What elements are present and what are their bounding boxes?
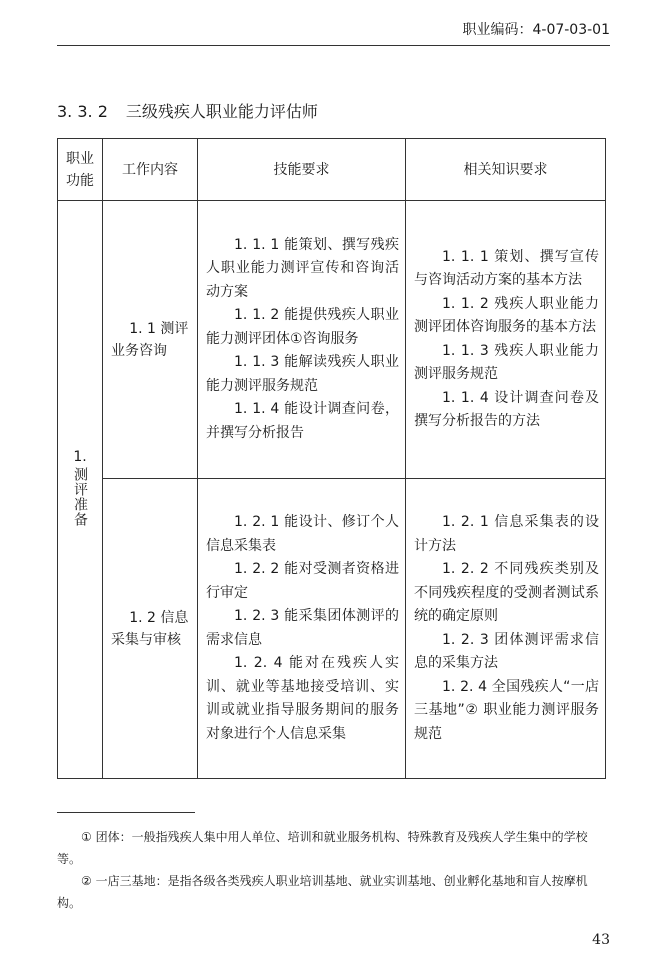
- section-title: 三级残疾人职业能力评估师: [125, 102, 318, 121]
- function-name: 测评准备: [72, 466, 88, 527]
- knowledge-item: 1. 1. 4 设计调查问卷及撰写分析报告的方法: [414, 389, 599, 429]
- skill-item: 1. 2. 2 能对受测者资格进行审定: [206, 561, 399, 601]
- skills-cell: [198, 479, 406, 779]
- knowledge-item: 1. 2. 4 全国残疾人“一店三基地”② 职业能力测评服务规范: [414, 678, 599, 742]
- header-function: [58, 139, 103, 201]
- work-content-cell: [103, 479, 198, 779]
- knowledge-item: 1. 2. 2 不同残疾类别及不同残疾程度的受测者测试系统的确定原则: [414, 561, 599, 624]
- knowledge-item: 1. 1. 1 策划、撰写宣传与咨询活动方案的基本方法: [414, 248, 599, 288]
- skill-item: 1. 1. 3 能解读残疾人职业能力测评服务规范: [206, 354, 399, 394]
- footnotes: [57, 826, 607, 914]
- knowledge-cell: [406, 479, 606, 779]
- skill-item: 1. 1. 4 能设计调查问卷，并撰写分析报告: [206, 401, 399, 441]
- header-knowledge: 相关知识要求: [406, 139, 606, 201]
- header-rule: [57, 45, 610, 46]
- knowledge-cell: [406, 201, 606, 479]
- section-number: 3. 3. 2: [57, 102, 108, 121]
- page-number: 43: [592, 932, 610, 948]
- header-function-label: 职业功能: [65, 150, 94, 189]
- knowledge-item: 1. 2. 3 团体测评需求信息的采集方法: [414, 631, 599, 671]
- occupation-code: 职业编码：4-07-03-01: [462, 22, 610, 38]
- skills-cell: [198, 201, 406, 479]
- table-row: [58, 479, 606, 779]
- header-content: 工作内容: [103, 139, 198, 201]
- table-header-row: [58, 139, 606, 201]
- skill-item: 1. 2. 1 能设计、修订个人信息采集表: [206, 514, 399, 554]
- knowledge-item: 1. 2. 1 信息采集表的设计方法: [414, 514, 599, 554]
- skill-item: 1. 2. 4 能对在残疾人实训、就业等基地接受培训、实训或就业指导服务期间的服务对象进行个人信息采集: [206, 655, 399, 742]
- section-heading: [57, 99, 318, 122]
- table-row: [58, 201, 606, 479]
- footnote: ② 一店三基地：是指各级各类残疾人职业培训基地、就业实训基地、创业孵化基地和盲人按摩机构。: [57, 874, 588, 910]
- function-number: 1.: [73, 448, 87, 465]
- knowledge-item: 1. 1. 2 残疾人职业能力测评团体咨询服务的基本方法: [414, 295, 599, 335]
- footnote: ① 团体：一般指残疾人集中用人单位、培训和就业服务机构、特殊教育及残疾人学生集中的学校等。: [57, 830, 588, 866]
- skills-table: [57, 138, 606, 779]
- knowledge-item: 1. 1. 3 残疾人职业能力测评服务规范: [414, 342, 599, 382]
- work-content-cell: [103, 201, 198, 479]
- skill-item: 1. 1. 1 能策划、撰写残疾人职业能力测评宣传和咨询活动方案: [206, 236, 399, 300]
- function-cell: [58, 201, 103, 779]
- footnote-rule: [57, 812, 195, 813]
- skill-item: 1. 1. 2 能提供残疾人职业能力测评团体①咨询服务: [206, 307, 399, 347]
- header-skills: 技能要求: [198, 139, 406, 201]
- work-content: 1. 2 信息采集与审核: [111, 609, 189, 648]
- work-content: 1. 1 测评业务咨询: [111, 320, 189, 359]
- skill-item: 1. 2. 3 能采集团体测评的需求信息: [206, 608, 399, 648]
